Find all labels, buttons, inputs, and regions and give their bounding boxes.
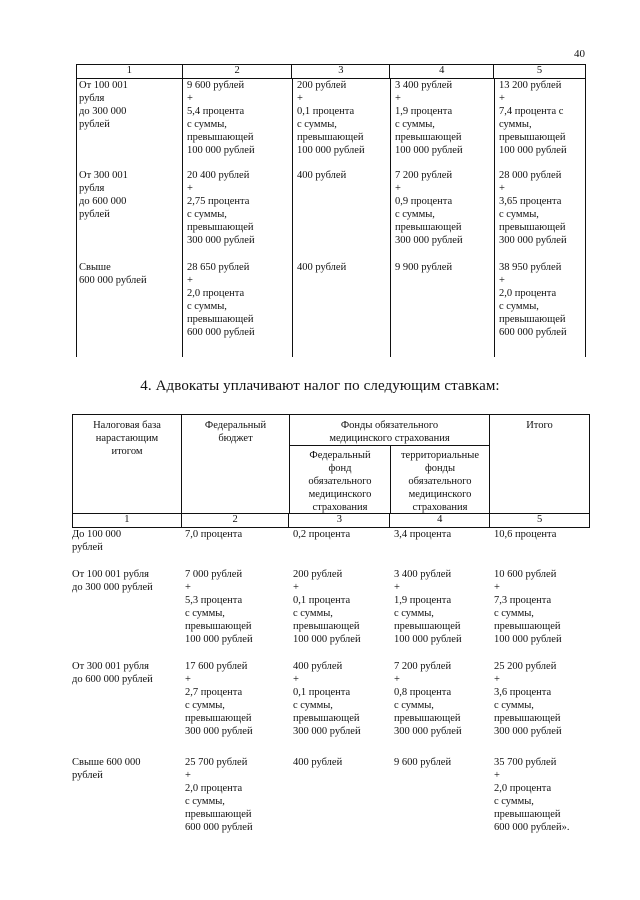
table-cell	[390, 660, 490, 756]
cell-line: 7 200 рублей	[394, 661, 452, 672]
cell-line: Федеральный	[309, 450, 371, 461]
cell-line: медицинского страхования	[329, 433, 450, 444]
column-number: 2	[181, 514, 289, 527]
cell-line: Налоговая база	[93, 420, 161, 431]
cell-line: 100 000 рублей	[297, 145, 365, 156]
cell-line: 2,7 процента	[185, 687, 243, 698]
cell-line: Итого	[526, 420, 553, 431]
cell-line: с суммы,	[499, 209, 539, 220]
cell-line: 300 000 рублей	[395, 235, 463, 246]
cell-line: превышающей	[394, 713, 461, 724]
cell-line: 7 000 рублей	[185, 569, 243, 580]
column-number: 5	[489, 514, 589, 527]
table-cell	[292, 261, 390, 357]
table-cell	[72, 528, 181, 568]
table-cell	[390, 261, 494, 357]
cell-line: превышающей	[395, 132, 462, 143]
cell-line: +	[293, 582, 299, 593]
table-body	[72, 528, 590, 846]
cell-line: 25 700 рублей	[185, 757, 248, 768]
cell-line: рублей	[79, 209, 110, 220]
cell-line: с суммы,	[185, 796, 225, 807]
cell-line: превышающей	[499, 132, 566, 143]
header-federal-budget	[182, 419, 289, 445]
cell-line: 300 000 рублей	[185, 726, 253, 737]
cell-line: рублей	[72, 770, 103, 781]
cell-line: превышающей	[494, 713, 561, 724]
table-row	[76, 79, 586, 169]
table-cell	[72, 568, 181, 660]
table-cell	[494, 79, 586, 169]
cell-line: +	[297, 93, 303, 104]
cell-line: +	[395, 93, 401, 104]
cell-line: превышающей	[494, 809, 561, 820]
table-cell	[390, 568, 490, 660]
cell-line: до 300 000	[79, 106, 127, 117]
table-row	[72, 568, 590, 660]
cell-line: Федеральный	[204, 420, 267, 431]
cell-line: превышающей	[187, 222, 254, 233]
cell-line: От 100 001 рубля	[72, 569, 149, 580]
table-cell	[182, 261, 292, 357]
cell-line: Фонды обязательного	[340, 420, 439, 431]
cell-line: 2,75 процента	[187, 196, 250, 207]
cell-line: итогом	[111, 446, 143, 457]
cell-line: с суммы,	[494, 700, 534, 711]
table-cell	[72, 756, 181, 846]
column-number: 4	[389, 65, 493, 78]
cell-line: 0,9 процента	[395, 196, 453, 207]
table-cell	[494, 169, 586, 261]
cell-line: превышающей	[293, 713, 360, 724]
cell-line: 7 200 рублей	[395, 170, 453, 181]
table-cell	[490, 528, 590, 568]
cell-line: 3 400 рублей	[395, 80, 453, 91]
table-row	[72, 528, 590, 568]
cell-line: медицинского	[308, 489, 372, 500]
header-federal-fund	[290, 449, 390, 514]
table-cell	[390, 756, 490, 846]
cell-line: до 600 000 рублей	[72, 674, 153, 685]
cell-line: 200 рублей	[293, 569, 343, 580]
cell-line: 7,3 процента	[494, 595, 552, 606]
cell-line: с суммы,	[185, 700, 225, 711]
table-cell	[76, 79, 182, 169]
table-cell	[181, 660, 289, 756]
cell-line: 1,9 процента	[394, 595, 452, 606]
cell-line: 300 000 рублей	[394, 726, 462, 737]
cell-line: превышающей	[185, 809, 252, 820]
cell-line: обязательного	[308, 476, 372, 487]
cell-line: рублей	[72, 542, 103, 553]
cell-line: От 100 001	[79, 80, 128, 91]
table-row	[76, 169, 586, 261]
cell-line: превышающей	[187, 314, 254, 325]
column-number: 4	[389, 514, 489, 527]
cell-line: 28 650 рублей	[187, 262, 250, 273]
cell-line: с суммы,	[187, 119, 227, 130]
cell-line: +	[394, 582, 400, 593]
cell-line: превышающей	[499, 314, 566, 325]
cell-line: с суммы,	[185, 608, 225, 619]
table-cell	[292, 169, 390, 261]
cell-line: +	[185, 582, 191, 593]
cell-line: 5,4 процента	[187, 106, 245, 117]
cell-line: 400 рублей	[297, 170, 347, 181]
cell-line: 100 000 рублей	[293, 634, 361, 645]
cell-line: суммы,	[499, 119, 532, 130]
column-number: 2	[182, 65, 292, 78]
cell-line: превышающей	[185, 621, 252, 632]
column-number: 5	[493, 65, 585, 78]
cell-line: 1,9 процента	[395, 106, 453, 117]
table-cell	[182, 79, 292, 169]
column-number: 3	[288, 514, 389, 527]
table-column-numbers	[76, 64, 586, 79]
table-cell	[76, 261, 182, 357]
cell-line: 0,2 процента	[293, 529, 351, 540]
cell-line: 0,8 процента	[394, 687, 452, 698]
table-cell	[494, 261, 586, 357]
cell-line: 20 400 рублей	[187, 170, 250, 181]
cell-line: 3,65 процента	[499, 196, 562, 207]
column-number: 3	[291, 65, 389, 78]
cell-line: территориальные	[400, 450, 480, 461]
cell-line: +	[494, 770, 500, 781]
cell-line: +	[499, 93, 505, 104]
table-cell	[182, 169, 292, 261]
cell-line: 7,4 процента с	[499, 106, 564, 117]
cell-line: превышающей	[297, 132, 364, 143]
table-cell	[292, 79, 390, 169]
cell-line: 400 рублей	[293, 757, 343, 768]
cell-line: 25 200 рублей	[494, 661, 557, 672]
cell-line: превышающей	[499, 222, 566, 233]
cell-line: рублей	[79, 119, 110, 130]
cell-line: бюджет	[218, 433, 253, 444]
cell-line: 13 200 рублей	[499, 80, 562, 91]
cell-line: страхования	[312, 502, 368, 513]
cell-line: До 100 000	[72, 529, 122, 540]
table-column-numbers	[72, 514, 590, 528]
page-number: 40	[574, 48, 585, 60]
cell-line: 38 950 рублей	[499, 262, 562, 273]
cell-line: 100 000 рублей	[395, 145, 463, 156]
table-header	[72, 414, 590, 514]
cell-line: 200 рублей	[297, 80, 347, 91]
cell-line: +	[293, 674, 299, 685]
cell-line: 35 700 рублей	[494, 757, 557, 768]
cell-line: 300 000 рублей	[499, 235, 567, 246]
cell-line: превышающей	[187, 132, 254, 143]
table-cell	[181, 528, 289, 568]
table-cell	[181, 568, 289, 660]
cell-line: 10 600 рублей	[494, 569, 557, 580]
cell-line: От 300 001 рубля	[72, 661, 149, 672]
cell-line: 7,0 процента	[185, 529, 243, 540]
cell-line: 400 рублей	[293, 661, 343, 672]
cell-line: нарастающим	[95, 433, 159, 444]
cell-line: с суммы,	[395, 209, 435, 220]
cell-line: 3 400 рублей	[394, 569, 452, 580]
table-row	[76, 261, 586, 357]
cell-line: 3,4 процента	[394, 529, 452, 540]
cell-line: +	[187, 275, 193, 286]
cell-line: 100 000 рублей	[494, 634, 562, 645]
cell-line: превышающей	[185, 713, 252, 724]
cell-line: фонды	[424, 463, 456, 474]
cell-line: медицинского	[408, 489, 472, 500]
header-territorial-funds	[391, 449, 489, 514]
cell-line: +	[499, 183, 505, 194]
cell-line: превышающей	[293, 621, 360, 632]
cell-line: с суммы,	[293, 608, 333, 619]
cell-line: +	[494, 582, 500, 593]
cell-line: 100 000 рублей	[187, 145, 255, 156]
cell-line: превышающей	[395, 222, 462, 233]
header-total	[490, 419, 589, 432]
cell-line: 0,1 процента	[297, 106, 355, 117]
cell-line: с суммы,	[394, 608, 434, 619]
cell-line: 100 000 рублей	[394, 634, 462, 645]
cell-line: фонд	[328, 463, 352, 474]
table-cell	[72, 660, 181, 756]
table-body	[76, 79, 586, 357]
cell-line: с суммы,	[293, 700, 333, 711]
cell-line: превышающей	[494, 621, 561, 632]
cell-line: с суммы,	[494, 796, 534, 807]
cell-line: +	[394, 674, 400, 685]
cell-line: с суммы,	[494, 608, 534, 619]
tax-rate-table-continued	[76, 64, 586, 357]
cell-line: 17 600 рублей	[185, 661, 248, 672]
cell-line: 100 000 рублей	[499, 145, 567, 156]
cell-line: От 300 001	[79, 170, 128, 181]
cell-line: +	[185, 674, 191, 685]
cell-line: 400 рублей	[297, 262, 347, 273]
table-cell	[76, 169, 182, 261]
cell-line: 600 000 рублей».	[494, 822, 570, 833]
cell-line: до 300 000 рублей	[72, 582, 153, 593]
table-cell	[490, 568, 590, 660]
table-cell	[390, 79, 494, 169]
cell-line: 600 000 рублей	[187, 327, 255, 338]
cell-line: Свыше 600 000	[72, 757, 141, 768]
header-tax-base	[73, 419, 181, 458]
cell-line: 300 000 рублей	[187, 235, 255, 246]
table-cell	[289, 756, 390, 846]
cell-line: 600 000 рублей	[499, 327, 567, 338]
cell-line: 9 600 рублей	[394, 757, 452, 768]
cell-line: 2,0 процента	[185, 783, 243, 794]
cell-line: страхования	[412, 502, 468, 513]
cell-line: +	[499, 275, 505, 286]
cell-line: рубля	[79, 93, 105, 104]
cell-line: с суммы,	[187, 301, 227, 312]
table-row	[72, 756, 590, 846]
cell-line: 300 000 рублей	[293, 726, 361, 737]
cell-line: 600 000 рублей	[185, 822, 253, 833]
table-row	[72, 660, 590, 756]
cell-line: +	[494, 674, 500, 685]
cell-line: +	[187, 93, 193, 104]
cell-line: +	[395, 183, 401, 194]
cell-line: 2,0 процента	[494, 783, 552, 794]
cell-line: обязательного	[408, 476, 472, 487]
table-cell	[490, 660, 590, 756]
cell-line: 600 000 рублей	[79, 275, 147, 286]
cell-line: 28 000 рублей	[499, 170, 562, 181]
cell-line: с суммы,	[187, 209, 227, 220]
cell-line: 3,6 процента	[494, 687, 552, 698]
cell-line: 0,1 процента	[293, 687, 351, 698]
cell-line: 0,1 процента	[293, 595, 351, 606]
table-cell	[289, 660, 390, 756]
cell-line: 5,3 процента	[185, 595, 243, 606]
table-cell	[289, 568, 390, 660]
table-cell	[490, 756, 590, 846]
lawyers-tax-rate-table	[72, 414, 590, 846]
cell-line: 9 600 рублей	[187, 80, 245, 91]
cell-line: до 600 000	[79, 196, 127, 207]
header-medical-funds-group	[290, 419, 489, 445]
cell-line: 2,0 процента	[499, 288, 557, 299]
cell-line: 2,0 процента	[187, 288, 245, 299]
cell-line: превышающей	[394, 621, 461, 632]
table-cell	[390, 528, 490, 568]
cell-line: 9 900 рублей	[395, 262, 453, 273]
table-cell	[289, 528, 390, 568]
cell-line: Свыше	[79, 262, 111, 273]
cell-line: с суммы,	[395, 119, 435, 130]
cell-line: рубля	[79, 183, 105, 194]
section-heading: 4. Адвокаты уплачивают налог по следующим ставкам:	[140, 378, 500, 394]
table-cell	[181, 756, 289, 846]
column-number: 1	[126, 65, 132, 76]
cell-line: 10,6 процента	[494, 529, 557, 540]
column-number: 1	[124, 514, 130, 525]
cell-line: с суммы,	[499, 301, 539, 312]
cell-line: с суммы,	[297, 119, 337, 130]
cell-line: с суммы,	[394, 700, 434, 711]
cell-line: +	[187, 183, 193, 194]
cell-line: +	[185, 770, 191, 781]
cell-line: 100 000 рублей	[185, 634, 253, 645]
table-cell	[390, 169, 494, 261]
cell-line: 300 000 рублей	[494, 726, 562, 737]
